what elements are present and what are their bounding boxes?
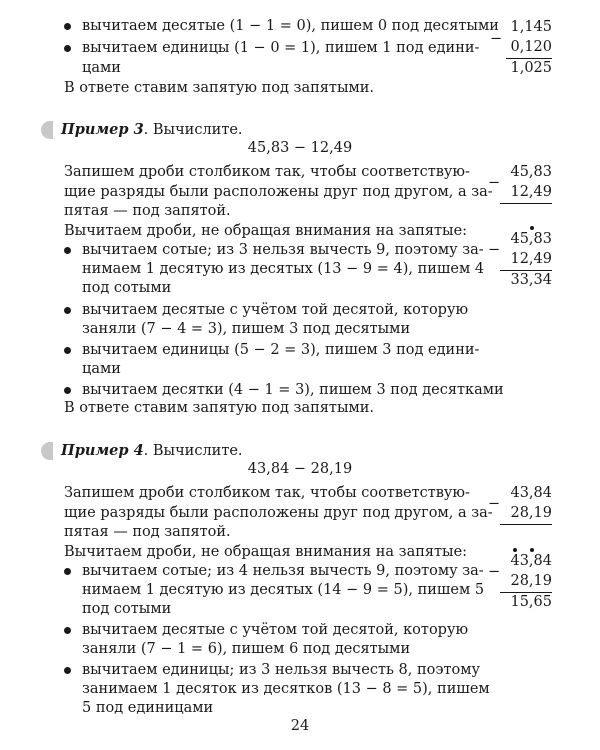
- subtrahend: 0,120: [510, 39, 552, 55]
- minus-sign: −: [490, 31, 503, 47]
- bullet-line: вычитаем десятые с учётом той десятой, которую: [82, 302, 469, 318]
- minuend: 1,145: [510, 19, 552, 35]
- result-line: [500, 524, 552, 525]
- column-subtraction: [488, 552, 552, 614]
- bullet-line: вычитаем десятые с учётом той десятой, которую: [82, 622, 469, 638]
- bullet-line: вычитаем сотые; из 3 нельзя вычесть 9, поэтому за-: [82, 242, 484, 258]
- text-line: Вычитаем дроби, не обращая внимания на запятые:: [64, 544, 468, 560]
- text-line: щие разряды были расположены друг под другом, а за-: [64, 505, 493, 521]
- bullet-line: вычитаем единицы (1 − 0 = 1), пишем 1 под едини-: [82, 40, 480, 56]
- minuend: 45,83: [510, 231, 552, 247]
- example-instruction: . Вычислите.: [143, 122, 243, 138]
- minus-sign: −: [488, 175, 501, 191]
- difference: 15,65: [510, 594, 552, 610]
- example-label: Пример 4: [61, 442, 144, 459]
- text-line: Вычитаем дроби, не обращая внимания на запятые:: [64, 223, 468, 239]
- text-line: Запишем дроби столбиком так, чтобы соответствую-: [64, 485, 470, 501]
- example-label: Пример 3: [61, 121, 144, 138]
- text-line: цами: [82, 60, 121, 76]
- result-line: [500, 203, 552, 204]
- bullet-line: вычитаем десятки (4 − 1 = 3), пишем 3 под десятками: [82, 382, 504, 398]
- minus-sign: −: [488, 564, 501, 580]
- example-marker-icon: [41, 442, 53, 460]
- difference: 33,34: [510, 272, 552, 288]
- text-line: щие разряды были расположены друг под другом, а за-: [64, 184, 493, 200]
- text-line: пятая — под запятой.: [64, 203, 231, 219]
- column-subtraction: [488, 163, 552, 205]
- example-expression: 43,84 − 28,19: [247, 461, 353, 477]
- example-title: [61, 120, 243, 140]
- text-line: под сотыми: [82, 601, 172, 617]
- subtrahend: 28,19: [510, 505, 552, 521]
- conclusion-line: В ответе ставим запятую под запятыми.: [64, 80, 375, 96]
- text-line: цами: [82, 361, 121, 377]
- text-line: заняли (7 − 1 = 6), пишем 6 под десятыми: [82, 641, 411, 657]
- text-line: нимаем 1 десятую из десятых (14 − 9 = 5), пишем 5: [82, 582, 485, 598]
- column-subtraction: [490, 18, 552, 78]
- subtrahend: 12,49: [510, 251, 552, 267]
- difference: 1,025: [510, 60, 552, 76]
- subtrahend: 28,19: [510, 573, 552, 589]
- minus-sign: −: [488, 242, 501, 258]
- bullet-line: вычитаем единицы; из 3 нельзя вычесть 8, поэтому: [82, 662, 481, 678]
- subtrahend: 12,49: [510, 184, 552, 200]
- example-instruction: . Вычислите.: [143, 443, 243, 459]
- text-line: Запишем дроби столбиком так, чтобы соответствую-: [64, 164, 470, 180]
- minuend: 45,83: [510, 164, 552, 180]
- minus-sign: −: [488, 496, 501, 512]
- column-subtraction: [488, 230, 552, 292]
- example-expression: 45,83 − 12,49: [247, 140, 353, 156]
- example-marker-icon: [41, 121, 53, 139]
- bullet-line: вычитаем единицы (5 − 2 = 3), пишем 3 под едини-: [82, 342, 480, 358]
- bullet-line: вычитаем десятые (1 − 1 = 0), пишем 0 под десятыми: [82, 18, 499, 34]
- page-number: 24: [290, 718, 310, 734]
- text-line: заняли (7 − 4 = 3), пишем 3 под десятыми: [82, 321, 411, 337]
- text-line: 5 под единицами: [82, 700, 214, 716]
- text-line: нимаем 1 десятую из десятых (13 − 9 = 4), пишем 4: [82, 261, 485, 277]
- bullet-line: вычитаем сотые; из 4 нельзя вычесть 9, поэтому за-: [82, 563, 484, 579]
- conclusion-line: В ответе ставим запятую под запятыми.: [64, 400, 375, 416]
- text-line: под сотыми: [82, 280, 172, 296]
- example-title: [61, 441, 243, 461]
- minuend: 43,84: [510, 485, 552, 501]
- column-subtraction: [488, 484, 552, 526]
- text-line: пятая — под запятой.: [64, 524, 231, 540]
- text-line: занимаем 1 десяток из десятков (13 − 8 = 5), пишем: [82, 681, 490, 697]
- minuend: 43,84: [510, 553, 552, 569]
